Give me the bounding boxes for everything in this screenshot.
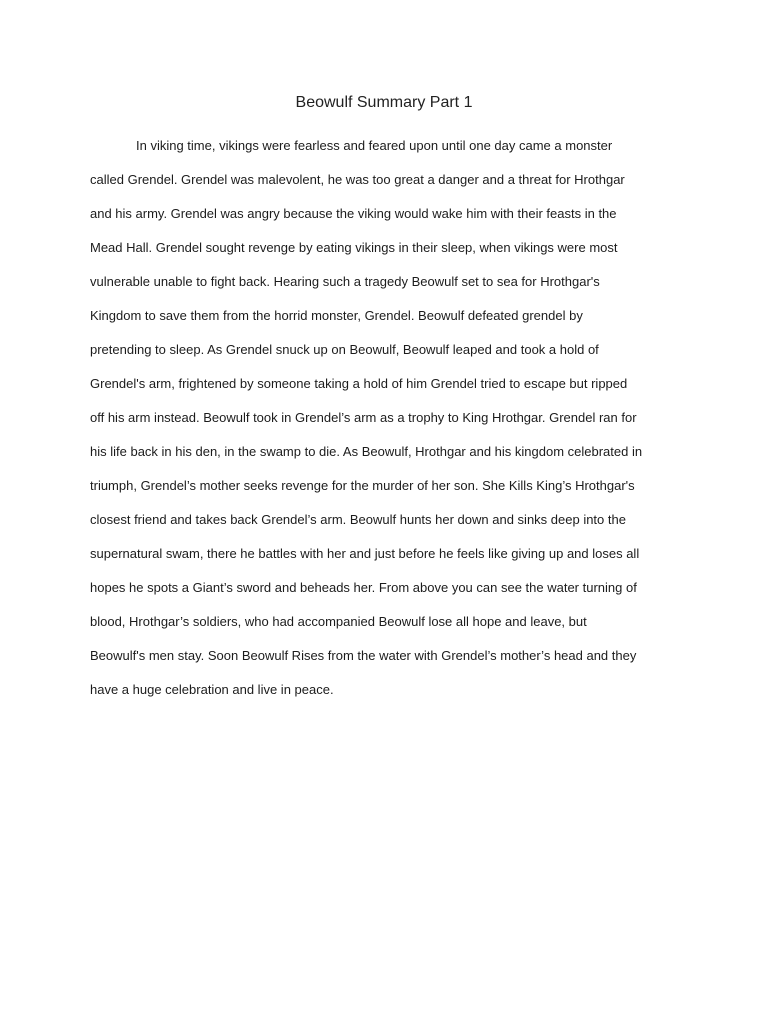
paragraph-line: closest friend and takes back Grendel’s arm. Beowulf hunts her down and sinks deep into the (90, 512, 626, 527)
paragraph-line: blood, Hrothgar’s soldiers, who had accompanied Beowulf lose all hope and leave, but (90, 614, 587, 629)
paragraph-line: hopes he spots a Giant’s sword and beheads her. From above you can see the water turning of (90, 580, 637, 595)
paragraph-line: Beowulf's men stay. Soon Beowulf Rises from the water with Grendel’s mother’s head and they (90, 648, 637, 663)
paragraph-line: Mead Hall. Grendel sought revenge by eating vikings in their sleep, when vikings were most (90, 240, 618, 255)
paragraph-line: off his arm instead. Beowulf took in Grendel’s arm as a trophy to King Hrothgar. Grendel ran for (90, 410, 637, 425)
paragraph-line: triumph, Grendel’s mother seeks revenge for the murder of her son. She Kills King’s Hrothgar's (90, 478, 635, 493)
paragraph-line: have a huge celebration and live in peace. (90, 682, 334, 697)
summary-paragraph (90, 136, 690, 714)
paragraph-line: called Grendel. Grendel was malevolent, he was too great a danger and a threat for Hrothgar (90, 172, 625, 187)
paragraph-line: Grendel's arm, frightened by someone taking a hold of him Grendel tried to escape but ripped (90, 376, 628, 391)
paragraph-line: and his army. Grendel was angry because the viking would wake him with their feasts in the (90, 206, 617, 221)
paragraph-line: supernatural swam, there he battles with her and just before he feels like giving up and loses all (90, 546, 640, 561)
paragraph-line: pretending to sleep. As Grendel snuck up on Beowulf, Beowulf leaped and took a hold of (90, 342, 599, 357)
paragraph-line: Kingdom to save them from the horrid monster, Grendel. Beowulf defeated grendel by (90, 308, 583, 323)
paragraph-line: his life back in his den, in the swamp to die. As Beowulf, Hrothgar and his kingdom celebrated in (90, 444, 643, 459)
paragraph-line: vulnerable unable to fight back. Hearing such a tragedy Beowulf set to sea for Hrothgar's (90, 274, 600, 289)
document-title: Beowulf Summary Part 1 (295, 94, 473, 111)
paragraph-line: In viking time, vikings were fearless and feared upon until one day came a monster (136, 138, 613, 153)
